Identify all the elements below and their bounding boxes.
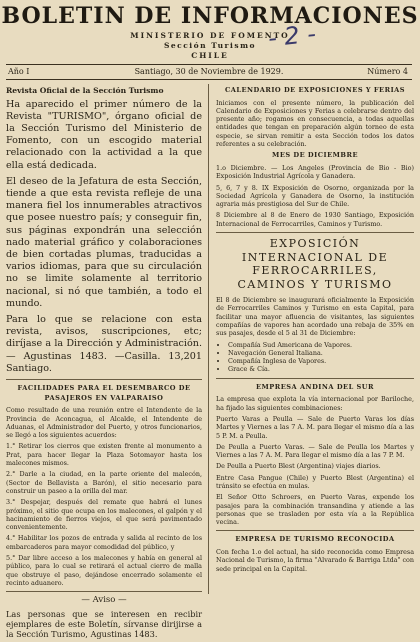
company-item: • Compañía Inglesa de Vapores. xyxy=(228,357,414,365)
article-heading-calendario: CALENDARIO DE EXPOSICIONES Y FERIAS xyxy=(224,86,406,94)
event-item: 8 Diciembre al 8 de Enero de 1930 Santiago, Exposición Internacional de Ferrocarriles, Caminos y Turismo. xyxy=(216,211,414,228)
dateline xyxy=(6,64,412,80)
left-column xyxy=(6,86,202,642)
aviso-title: — Aviso — xyxy=(81,595,127,606)
masthead-title: BOLETIN DE INFORMACIONES xyxy=(1,3,419,29)
agreement-item: 1.° Retirar los cierros que existen frente al monumento a Prat, para hacer llegar la Plaza Sotomayor hasta los malecones mismos. xyxy=(6,442,202,468)
aviso-text: Las personas que se interesen en recibir ejemplares de este Boletín, sírvanse dirijirse a la Sección Turismo, Agustinas 1483. xyxy=(6,608,202,639)
dateline-issue: Número 4 xyxy=(367,67,408,76)
article-paragraph: Con fecha 1.o del actual, ha sido reconocida como Empresa Nacional de Turismo, la firma "Alvarado & Barriga Ltda" con sede principal en la Capital. xyxy=(216,548,415,573)
masthead-ministry: MINISTERIO DE FOMENTO xyxy=(130,31,290,40)
article-heading-exposicion: EXPOSICIÓN INTERNACIONAL DE FERROCARRILES, CAMINOS Y TURISMO xyxy=(237,237,393,291)
company-list xyxy=(216,341,414,374)
article-heading-revista: Revista Oficial de la Sección Turismo xyxy=(6,86,164,95)
section-rule xyxy=(6,379,202,380)
section-rule xyxy=(6,591,202,592)
article-heading-andina: EMPRESA ANDINA DEL SUR xyxy=(255,382,374,391)
article-paragraph: El Señor Otto Schroers, en Puerto Varas, expende los pasajes para la combinación transandina y atiende a las personas que se trasladen por esta vía a la República vecina. xyxy=(216,493,414,527)
route-item: Puerto Varas a Peulla — Sale de Puerto Varas los días Martes y Viernes a las 7 A. M. para llegar el mismo día a las 5 P. M. a Peulla. xyxy=(216,414,414,440)
dateline-date: Santiago, 30 de Noviembre de 1929. xyxy=(134,67,284,76)
agreement-item: 5.° Dar libre acceso a los malecones y había en general al público, para lo cual se retirará el actual cierro de malla que obstruye el paso, dejándose encerrado solamente el recinto aduanero. xyxy=(6,554,202,587)
article-paragraph: El 8 de Diciembre se inaugurará oficialmente la Exposición de Ferrocarriles Caminos y Turismo en esta Capital, para facilitar una mayor afluencia de visitantes, las siguientes compañías de vapores han acordado una rebaja de 35% en sus pasajes, desde el 5 al 31 de Diciembre: xyxy=(216,296,414,338)
section-rule xyxy=(216,232,414,233)
agreement-item: 3.° Despejar, después del remate que habrá el lunes próximo, el sitio que ocupa en los malecones, el galpón y el hacinamiento de fierros viejos, el que será pavimentado convenientemente. xyxy=(6,498,202,532)
event-item: 1.o Diciembre. — Los Angeles (Provincia de Bio - Bio) Exposición Industrial Agrícola y Ganadera. xyxy=(216,163,414,181)
article-heading-diciembre: MES DE DICIEMBRE xyxy=(272,151,358,160)
company-item: • Compañía Sud Americana de Vapores. xyxy=(228,341,414,349)
route-item: De Peulla a Puerto Varas. — Sale de Peulla los Martes y Viernes a las 7 A. M. Para llegar el mismo día a las 7 P. M. xyxy=(216,442,414,460)
article-paragraph: El deseo de la Jefatura de esta Sección, tiende a que esta revista refleje de una manera fiel los innumerables atractivos que posee nuestro país; y conseguir fin, sus páginas expondrán una selección nado material gráfico y colaboraciones de bien cortadas plumas, traducidas a varios idiomas, para que su circulación no se limite solamente al territorio nacional, si nó que también, a todo el mundo. xyxy=(6,175,202,309)
section-rule xyxy=(216,378,414,379)
company-item: • Grace & Cía. xyxy=(228,365,414,373)
article-paragraph: Para lo que se relacione con esta revista, avisos, suscripciones, etc; diríjase a la Dirección y Administración. — Agustinas 1483. —Casilla. 13,201 Santiago. xyxy=(6,314,202,374)
agreement-item: 2.° Darle a la ciudad, en la parte oriente del malecón, (Sector de Bellavista a Barón), el sitio necesario para construir un paseo a la orilla del mar. xyxy=(6,470,202,495)
article-paragraph: La empresa que explota la vía internacional por Bariloche, ha fijado las siguientes combinaciones: xyxy=(216,395,414,412)
handwritten-number: - 2 - xyxy=(266,19,318,53)
route-item: Entre Casa Pangue (Chile) y Puerto Blest (Argentina) el tránsito se efectúa en mulas. xyxy=(216,473,414,490)
agreement-item: 4.° Habilitar los pozos de entrada y salida al recinto de los embarcaderos para mayor comodidad del público, y xyxy=(6,534,202,551)
right-column xyxy=(216,86,414,576)
article-paragraph: Iniciamos con el presente número, la publicación del Calendario de Exposiciones y Ferias a celebrarse dentro del presente año; rogamos en consecuencia, a todas aquellas entidades que tengan en preparación algún torneo de esta especie, se sirvan remitir a esta Sección todos los datos referentes a su celebración. xyxy=(216,98,414,149)
company-item: • Navegación General Italiana. xyxy=(228,349,414,357)
article-heading-empresa-turismo: EMPRESA DE TURISMO RECONOCIDA xyxy=(235,535,395,544)
masthead-section: Sección Turismo xyxy=(163,41,257,50)
column-divider xyxy=(208,84,209,594)
route-item: De Peulla a Puerto Blest (Argentina) viajes diarios. xyxy=(216,462,381,471)
masthead-country: CHILE xyxy=(191,51,229,60)
article-paragraph: Como resultado de una reunión entre el Intendente de la Provincia de Aconcagua, el Alcalde, el Intendente de Aduanas, el Administrador del Puerto, y otros funcionarios, se llegó a los siguientes acuerdos: xyxy=(6,406,202,440)
dateline-year: Año I xyxy=(8,67,30,76)
event-item: 5, 6, 7 y 8. IX Exposición de Osorno, organizada por la Sociedad Agrícola y Ganadera de Osorno, la institución agraria más prestigiosa del Sur de Chile. xyxy=(216,183,414,209)
article-heading-facilidades: FACILIDADES PARA EL DESEMBARCO DE PASAJEROS EN VALPARAISO xyxy=(17,384,191,402)
section-rule xyxy=(216,530,414,531)
article-paragraph: Ha aparecido el primer número de la Revista "TURISMO", órgano oficial de la Sección Turismo del Ministerio de Fomento, con un escogido material relacionado con la actividad a la que ella está dedicada. xyxy=(6,98,202,171)
